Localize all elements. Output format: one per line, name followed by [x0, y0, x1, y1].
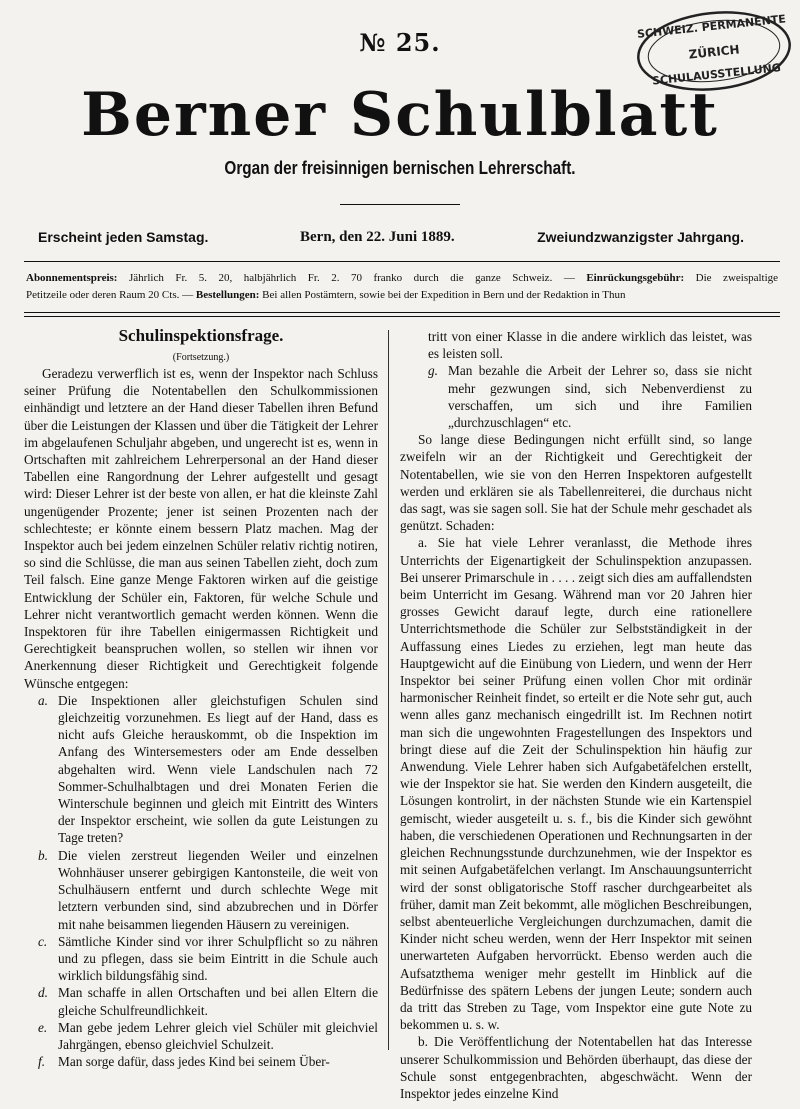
list-item [24, 933, 378, 985]
article-paragraph: So lange diese Bedingungen nicht erfüllt sind, so lange zweifeln wir an der Richtigkeit und Gerechtigkeit der Notentabellen, wie sie von den Herren Inspektoren aufgestellt werden und erklären sie als Tabellenreiterei, die durchaus nicht das sagt, was sie sagen soll. Sie hat der Schule mehr geschadet als genützt. Schaden: [400, 432, 752, 534]
list-text: Man gebe jedem Lehrer gleich viel Schüler mit gleichviel Jahrgängen, ebenso gleichviel Schulzeit. [58, 1019, 378, 1052]
list-text: Man schaffe in allen Ortschaften und bei allen Eltern die gleiche Schulfreundlichkeit. [58, 985, 378, 1018]
list-item [24, 984, 378, 1018]
list-item [24, 847, 378, 933]
place-and-date: Bern, den 22. Juni 1889. [300, 229, 455, 245]
divider-rule [24, 312, 780, 313]
divider-rule [24, 261, 780, 262]
list-text: Die vielen zerstreut liegenden Weiler und einzelnen Wohnhäuser unserer gebirgigen Kantonsteile, die weit von Schulhäusern entfernt und durch schlechte Wege mit letztern verbunden sind, sind abzubrechen und in Dörfer mit nahe beisammen liegenden Häusern zu vereinigen. [58, 847, 378, 932]
list-item [400, 362, 752, 431]
list-label: a. [38, 692, 48, 708]
list-text: Die Inspektionen aller gleichstufigen Schulen sind gleichzeitig vorzunehmen. Es liegt auf der Hand, dass es nicht aufs Gleiche herauskommt, ob die Inspektion im Anfang des Wintersemesters oder am Ende desselben abgehalten wird. Wenn viele Landschulen nach 72 Sommer-Schulhalbtagen und drei Monaten Ferien die Winterschule beginnen und gleich mit Eintritt des Winters der Inspektor erscheint, wie sollen da gute Leistungen zu Tage treten? [58, 692, 378, 846]
orders-text: Bei allen Postämtern, sowie bei der Expedition in Bern und der Redaktion in Thun [262, 289, 626, 301]
list-item [24, 1053, 378, 1070]
list-text: Man sorge dafür, dass jedes Kind bei seinem Über- [58, 1054, 330, 1070]
ornament-rule [340, 204, 460, 205]
ad-fee-text: Die zweispaltige [695, 272, 779, 284]
issue-number: № 25. [359, 28, 441, 57]
issue-info-line [38, 229, 744, 249]
column-divider [388, 330, 389, 1050]
list-label: b. [38, 847, 48, 863]
article-column-right [400, 328, 752, 1102]
svg-text:SCHWEIZ. PERMANENTE: SCHWEIZ. PERMANENTE [636, 12, 787, 41]
subscription-price: Jährlich Fr. 5. 20, halbjährlich Fr. 2. 70 franko durch die ganze Schweiz. — [129, 272, 575, 284]
list-label: f. [38, 1054, 46, 1070]
article-paragraph: a. Sie hat viele Lehrer veranlasst, die Methode ihres Unterrichts der Eigenartigkeit der Schulinspektion anzupassen. Bei unserer Primarschule in . . . . zeigt sich dies am auffallendsten beim Unterricht im Gesang. Während man vor 20 Jahren hier grosses Gewicht darauf legte, durch eine rationellere Unterrichtsmethode die Schüler zur Selbstständigkeit in der Auffassung eines Liedes zu erziehen, legt man heute das Hauptgewicht auf die Einübung von Liedern, und wenn der Herr Inspektor bei seiner Prüfung einen vollen Chor mit ordinär harmonischer Reinheit findet, so erteilt er die Note sehr gut, auch wenn alles ganz mechanisch eingedrillt ist. Im Rechnen notirt man sich die ungewohnten Fragestellungen des Inspektors und bringt diese auf die Zeit der Schulinspektion hin häufig zur Anwendung. Viele Lehrer haben sich Aufgabetäfelchen erstellt, wie der Inspektor sie hat. Sie werden den Kindern ausgeteilt, die Lösungen kontrolirt, in der nächsten Stunde wie ein Kartenspiel gemischt, wieder ausgeteilt u. s. f., bis die Kinder sich gewöhnt haben, die verschiedenen Operationen und Rechnungsarten in der gleichen Rechnungsstunde durchzunehmen, wie der Inspektor es mit seinen Aufgabetäfelchen verlangt. Im Anschauungsunterricht wird der sonst obligatorische Stoff rascher durchgearbeitet als früher, damit man Zeit bekommt, alle möglichen Beschreibungen, selbst abenteuerliche Vergleichungen durchzumachen, damit die Kinder nicht scheu werden, wenn der Herr Inspektor mit seinen unerwarteten Aufgaben hervorrückt. Ebenso werden auch die Aufsatzthema weniger mehr gestellt im Hinblick auf die Bedürfnisse des spätern Lebens der jungen Leute; sondern auch da tritt das Streben zu Tage, vom Inspektor eine gute Note zu bekommen u. s. w. [400, 535, 752, 1033]
subscription-label: Abonnementspreis: [26, 272, 118, 284]
ad-fee-label: Einrückungsgebühr: [586, 272, 685, 284]
svg-text:SCHULAUSSTELLUNG: SCHULAUSSTELLUNG [651, 61, 782, 88]
continuation-note: (Fortsetzung.) [172, 352, 230, 363]
masthead-subtitle: Organ der freisinnigen bernischen Lehrerschaft. [224, 158, 576, 178]
svg-text:ZÜRICH: ZÜRICH [688, 42, 741, 62]
list-label: e. [38, 1019, 48, 1035]
list-item [24, 692, 378, 847]
list-text: Sämtliche Kinder sind vor ihrer Schulpflicht so zu nähren und zu pflegen, dass sie beim Eintritt in die Schule auch wirklich bildungsfähig sind. [58, 933, 378, 984]
volume-year: Zweiundzwanzigster Jahrgang. [537, 229, 744, 245]
article-title: Schulinspektionsfrage. [118, 326, 284, 345]
subscription-info [26, 270, 778, 304]
list-item [24, 1019, 378, 1053]
subscription-line-1 [26, 270, 778, 287]
list-label: c. [38, 933, 48, 949]
list-label: g. [428, 363, 438, 379]
masthead-title: Berner Schulblatt [81, 80, 719, 150]
article-column-left [24, 326, 378, 1070]
article-paragraph: b. Die Veröffentlichung der Notentabellen hat das Interesse unserer Schulkommission und Behörden überhaupt, das diese der Schule sonst entgegenbrachten, abgeschwächt. Wenn der Inspektor jedes einzelne Kind [400, 1034, 752, 1101]
list-label: d. [38, 985, 48, 1001]
article-paragraph: tritt von einer Klasse in die andere wirklich das leistet, was es leisten soll. [428, 329, 752, 362]
orders-label: Bestellungen: [195, 289, 260, 301]
divider-rule [24, 316, 780, 317]
subscription-line-2 [26, 287, 778, 304]
list-text: Man bezahle die Arbeit der Lehrer so, dass sie nicht mehr gezwungen sind, sich Nebenverdienst zu verschaffen, um sich und ihre Familien „durchzuschlagen“ etc. [448, 363, 752, 431]
ad-fee-text-cont: Petitzeile oder deren Raum 20 Cts. — [26, 289, 194, 301]
publication-frequency: Erscheint jeden Samstag. [38, 229, 209, 245]
article-paragraph: Geradezu verwerflich ist es, wenn der Inspektor nach Schluss seiner Prüfung die Notentabellen den Schulkommissionen einhändigt und letztere an der Hand dieser Tabellen ihren Befund über die Leistungen der Klassen und über die Tätigkeit der Lehrer im abgelaufenen Schuljahr abgeben, und ungerecht ist es, wenn in Ortschaften mit zahlreichem Lehrerpersonal an der Hand dieser Tabellen eine Rangordnung der Lehrer aufgestellt und gesagt wird: Dieser Lehrer ist der beste von allen, er hat die kleinste Zahl ungenügender Prozente; jener ist seinen Prozenten nach der schlechteste; er könnte einem bessern Platz machen. Mag der Inspektor auch bei jedem einzelnen Schüler relativ richtig notiren, so sind die Schlüsse, die man aus seinen Tabellen zieht, doch zum Teil falsch. Eine ganze Menge Faktoren wirken auf die geistige Entwicklung der Schüler ein, Faktoren, für welche Schule und Lehrer nicht verantwortlich gemacht werden können. Wenn die Inspektoren für ihre Tabellen einigermassen Richtigkeit und Gerechtigkeit beanspruchen wollen, so stellen wir ihnen vor Anerkennung dieser Richtigkeit und Gerechtigkeit folgende Wünsche entgegen: [24, 366, 378, 691]
